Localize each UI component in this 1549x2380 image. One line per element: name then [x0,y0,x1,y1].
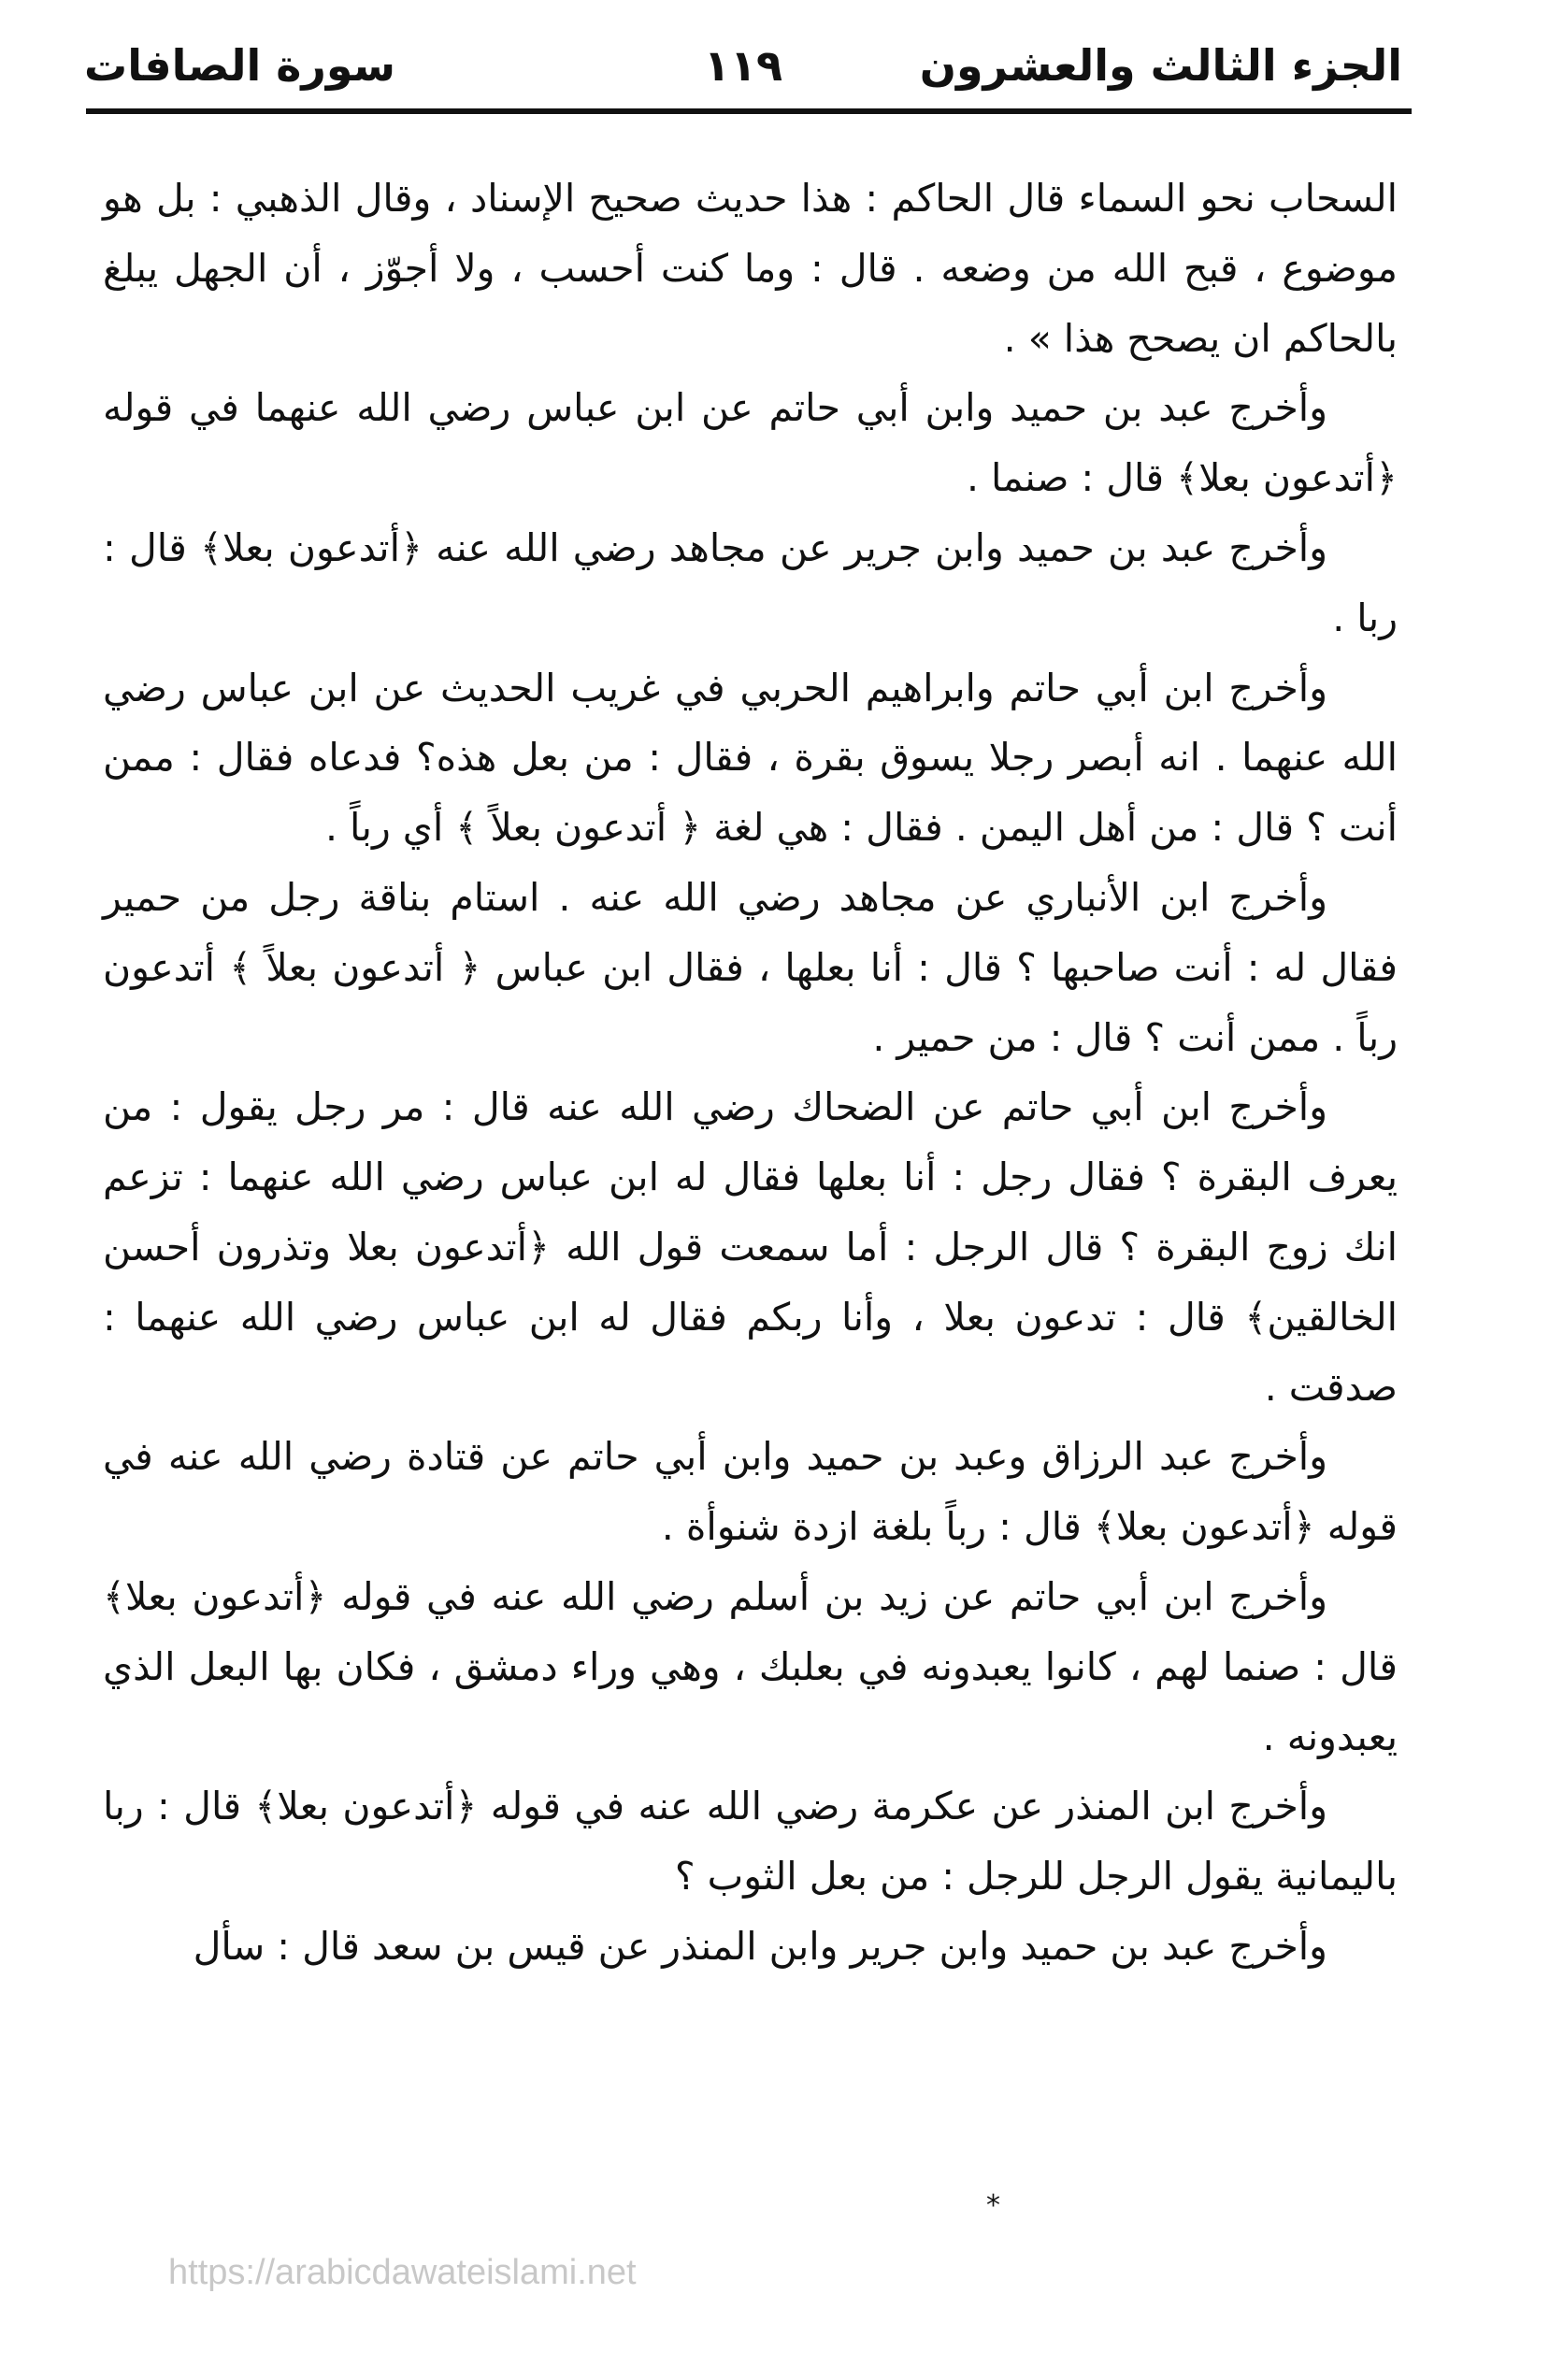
body-text [103,164,1398,1982]
paragraph: وأخرج عبد الرزاق وعبد بن حميد وابن أبي حاتم عن قتادة رضي الله عنه في قوله ﴿أتدعون بعلا﴾ قال : رباً بلغة ازدة شنوأة . [103,1434,1398,1550]
paragraph: وأخرج ابن أبي حاتم عن الضحاك رضي الله عنه قال : مر رجل يقول : من يعرف البقرة ؟ فقال رجل : أنا بعلها فقال له ابن عباس رضي الله عنهما : تزعم انك زوج البقرة ؟ قال الرجل : أما سمعت قول الله ﴿أتدعون بعلا وتذرون أحسن الخالقين﴾ قال : تدعون بعلا ، وأنا ربكم فقال له ابن عباس رضي الله عنهما : صدقت . [103,1084,1398,1410]
paragraph: وأخرج عبد بن حميد وابن أبي حاتم عن ابن عباس رضي الله عنهما في قوله ﴿أتدعون بعلا﴾ قال : صنما . [103,385,1398,501]
paragraph: وأخرج ابن أبي حاتم وابراهيم الحربي في غريب الحديث عن ابن عباس رضي الله عنهما . انه أبصر رجلا يسوق بقرة ، فقال : من بعل هذه؟ فدعاه فقال : ممن أنت ؟ قال : من أهل اليمن . فقال : هي لغة ﴿ أتدعون بعلاً ﴾ أي رباً . [103,665,1398,851]
paragraph: وأخرج ابن المنذر عن عكرمة رضي الله عنه في قوله ﴿أتدعون بعلا﴾ قال : ربا باليمانية يقول الرجل للرجل : من بعل الثوب ؟ [103,1784,1398,1900]
paragraph: وأخرج ابن الأنباري عن مجاهد رضي الله عنه . استام بناقة رجل من حمير فقال له : أنت صاحبها ؟ قال : أنا بعلها ، فقال ابن عباس ﴿ أتدعون بعلاً ﴾ أتدعون رباً . ممن أنت ؟ قال : من حمير . [103,874,1398,1060]
paragraph: وأخرج عبد بن حميد وابن جرير وابن المنذر عن قيس بن سعد قال : سأل [193,1923,1327,1969]
paragraph: السحاب نحو السماء قال الحاكم : هذا حديث صحيح الإسناد ، وقال الذهبي : بل هو موضوع ، قبح الله من وضعه . قال : وما كنت أحسب ، ولا أجوّز ، أن الجهل يبلغ بالحاكم ان يصحح هذا » . [103,176,1398,361]
running-header [84,28,1402,103]
header-rule [86,108,1412,114]
paragraph: وأخرج عبد بن حميد وابن جرير عن مجاهد رضي الله عنه ﴿أتدعون بعلا﴾ قال : ربا . [103,524,1398,640]
footer-star-mark: * [986,2189,1000,2222]
header-part-title: الجزء الثالث والعشرون [919,40,1402,91]
watermark-url: https://arabicdawateislami.net [168,2253,637,2292]
paragraph: وأخرج ابن أبي حاتم عن زيد بن أسلم رضي الله عنه في قوله ﴿أتدعون بعلا﴾ قال : صنما لهم ، كانوا يعبدونه في بعلبك ، وهي وراء دمشق ، فكان بها البعل الذي يعبدونه . [103,1573,1398,1759]
header-surah-title: سورة الصافات [84,40,395,91]
page-number: ١١٩ [703,40,783,91]
